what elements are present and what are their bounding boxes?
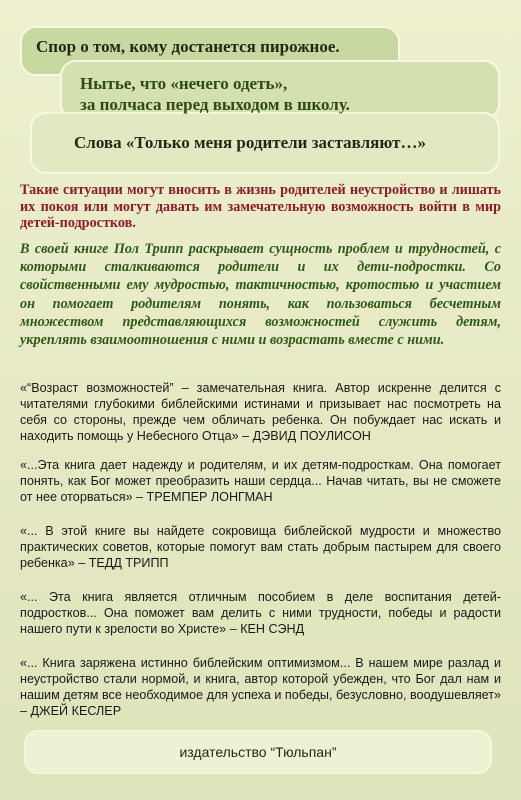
headline-1: Спор о том, кому достанется пирожное. bbox=[36, 37, 340, 56]
review-4: «... Эта книга является отличным пособием в деле воспитания детей-подростков... Она поможет вам делить с ними трудности, победы и радости нашего пути к зрелости во Христе» – КЕН СЭНД bbox=[20, 590, 501, 636]
publisher-name: издательство “Тюльпан” bbox=[179, 744, 337, 760]
review-5: «... Книга заряжена истинно библейским оптимизмом... В нашем мире разлад и неустройство стали нормой, и книга, автор которой убежден, что Бог дал нам и нашим детям все необходимое для успеха и победы, безусловно, воодушевляет» – ДЖЕЙ КЕСЛЕР bbox=[20, 656, 501, 718]
intro-paragraph: Такие ситуации могут вносить в жизнь родителей неустройство и лишать их покоя или могут давать им замечательную возможность войти в мир детей-подростков. bbox=[20, 182, 501, 231]
publisher-box bbox=[24, 730, 492, 774]
headline-3: за полчаса перед выходом в школу. bbox=[80, 95, 350, 114]
review-1: «“Возраст возможностей” – замечательная книга. Автор искренне делится с читателями глубокими библейскими истинами и призывает нас посмотреть на себя со стороны, прежде чем обличать ребенка. Он побуждает нас искать и находить помощь у Небесного Отца» – ДЭВИД ПОУЛИСОН bbox=[20, 381, 501, 443]
review-3: «... В этой книге вы найдете сокровища библейской мудрости и множество практических советов, которые помогут вам стать добрым пастырем для своего ребенка» – ТЕДД ТРИПП bbox=[20, 524, 501, 570]
headline-2: Нытье, что «нечего одеть», bbox=[80, 74, 288, 93]
headline-4: Слова «Только меня родители заставляют…» bbox=[74, 133, 426, 152]
review-2: «...Эта книга дает надежду и родителям, и их детям-подросткам. Она помогает понять, как Бог может преобразить наши сердца... Начав читать, вы не сможете от нее оторваться» – ТРЕМПЕР ЛОНГМАН bbox=[20, 458, 501, 504]
description-paragraph: В своей книге Пол Трипп раскрывает сущность проблем и трудностей, с которыми сталкиваются родители и их дети-подростки. Со свойственными ему мудростью, тактичностью, кротостью и участием он помогает родителям понять, как пользоваться бесчетным множеством представляющихся возможностей служить детям, укреплять взаимоотношения с ними и возрастать вместе с ними. bbox=[20, 241, 501, 349]
